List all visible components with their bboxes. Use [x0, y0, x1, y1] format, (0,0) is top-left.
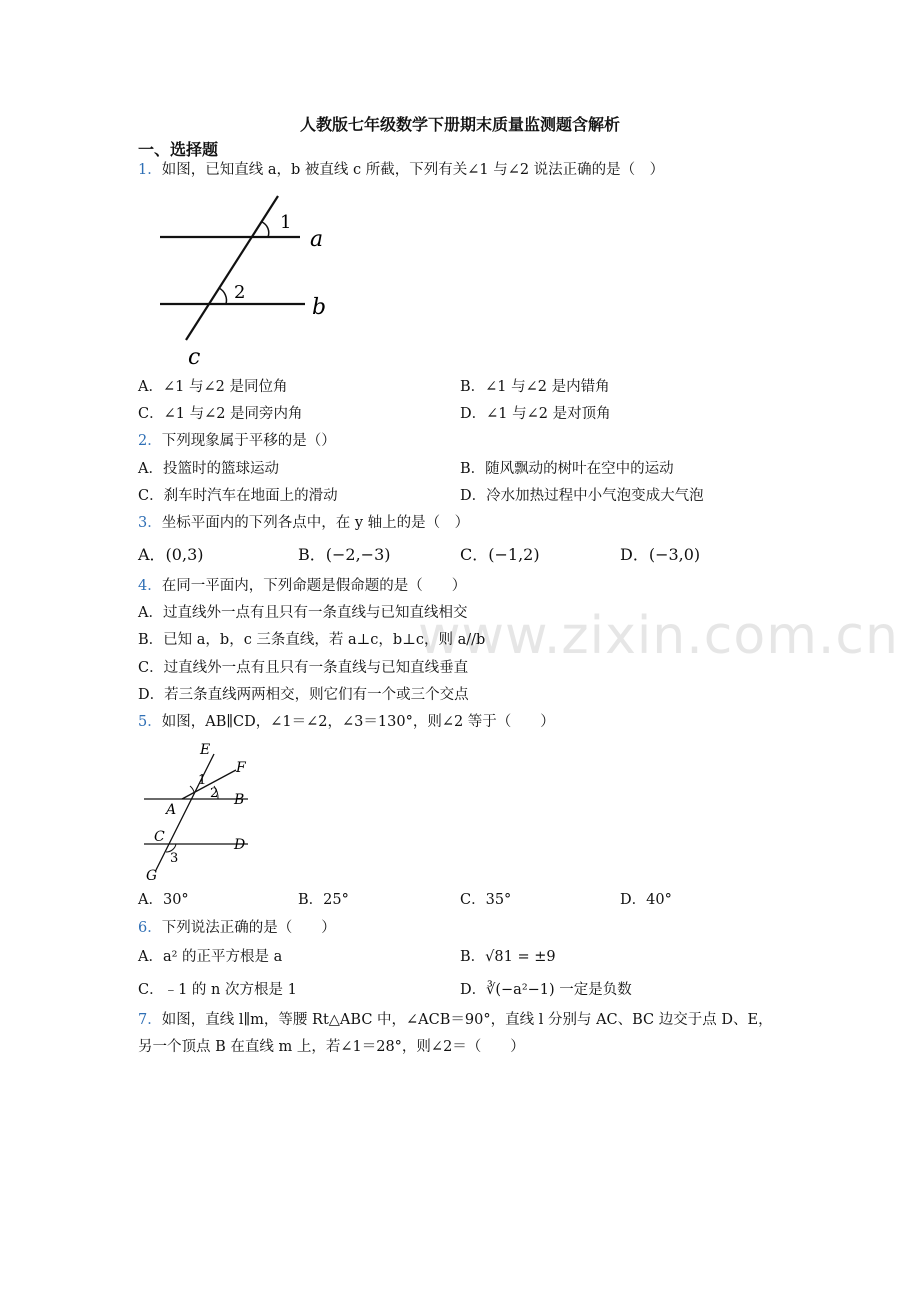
option-1d: D．∠1 与∠2 是对顶角: [460, 406, 611, 422]
option-5b: B．25°: [298, 892, 349, 908]
question-text: 在同一平面内，下列命题是假命题的是（ ）: [161, 578, 467, 594]
question-number: 6．: [138, 920, 162, 936]
question-text: 下列说法正确的是（ ）: [161, 920, 336, 936]
question-4: [138, 576, 466, 596]
option-1c: C．∠1 与∠2 是同旁内角: [138, 406, 303, 422]
option-1a: A．∠1 与∠2 是同位角: [138, 379, 288, 395]
section-heading: 一、选择题: [138, 140, 219, 159]
question-5: [138, 712, 555, 732]
question-number: 1．: [138, 162, 162, 178]
question-7: [138, 1010, 773, 1030]
label-1: 1: [280, 212, 292, 233]
option-2b: B．随风飘动的树叶在空中的运动: [460, 461, 674, 477]
option-6d: D．∛(−a²−1) 一定是负数: [460, 982, 632, 998]
question-text: 如图，已知直线 a，b 被直线 c 所截，下列有关∠1 与∠2 说法正确的是（ ）: [161, 162, 665, 178]
figure-q1: [150, 192, 340, 370]
question-number: 7．: [138, 1012, 162, 1028]
option-2a: A．投篮时的篮球运动: [138, 461, 279, 477]
watermark: www.zixin.com.cn: [418, 606, 899, 666]
question-text: 坐标平面内的下列各点中，在 y 轴上的是（ ）: [161, 515, 470, 531]
option-2c: C．刹车时汽车在地面上的滑动: [138, 488, 338, 504]
label-a: A: [166, 802, 177, 818]
document-title: 人教版七年级数学下册期末质量监测题含解析: [299, 115, 620, 134]
option-6b: B．√81 = ±9: [460, 949, 556, 965]
label-c: c: [188, 345, 201, 370]
option-3d: D．(−3,0): [620, 545, 701, 564]
angle-1-arc: [262, 222, 269, 237]
question-text: 如图，AB∥CD，∠1＝∠2，∠3＝130°，则∠2 等于（ ）: [161, 714, 555, 730]
option-2d: D．冷水加热过程中小气泡变成大气泡: [460, 488, 704, 504]
option-4a: A．过直线外一点有且只有一条直线与已知直线相交: [138, 605, 468, 621]
label-2: 2: [234, 282, 246, 303]
question-7-continued: 另一个顶点 B 在直线 m 上，若∠1＝28°，则∠2＝（ ）: [138, 1039, 525, 1055]
label-g: G: [146, 868, 158, 884]
option-4c: C．过直线外一点有且只有一条直线与已知直线垂直: [138, 660, 469, 676]
figure-q5: [136, 740, 266, 886]
option-6c: C．﹣1 的 n 次方根是 1: [138, 982, 297, 998]
option-5d: D．40°: [620, 892, 672, 908]
option-4d: D．若三条直线两两相交，则它们有一个或三个交点: [138, 687, 469, 703]
option-3b: B．(−2,−3): [298, 545, 391, 564]
option-6a: A．a² 的正平方根是 a: [138, 949, 283, 965]
label-2: 2: [210, 786, 219, 801]
label-e: E: [200, 742, 211, 758]
label-b: B: [234, 792, 245, 808]
label-c: C: [154, 829, 165, 845]
question-number: 4．: [138, 578, 162, 594]
option-5c: C．35°: [460, 892, 512, 908]
question-number: 3．: [138, 515, 162, 531]
question-1: [138, 160, 664, 180]
angle-2-arc: [219, 288, 226, 304]
question-number: 2．: [138, 433, 162, 449]
label-b: b: [312, 295, 327, 320]
question-3: [138, 513, 469, 533]
label-3: 3: [170, 851, 179, 866]
label-1: 1: [198, 773, 207, 788]
line-eg: [156, 754, 214, 870]
option-4b: B．已知 a，b，c 三条直线，若 a⊥c，b⊥c，则 a//b: [138, 632, 486, 648]
option-3c: C．(−1,2): [460, 545, 540, 564]
option-3a: A．(0,3): [138, 545, 204, 564]
line-af: [182, 770, 236, 799]
question-text: 下列现象属于平移的是（）: [161, 433, 336, 449]
option-1b: B．∠1 与∠2 是内错角: [460, 379, 610, 395]
label-a: a: [310, 227, 324, 252]
option-5a: A．30°: [138, 892, 189, 908]
angle-1-arc: [190, 786, 194, 792]
question-6: [138, 918, 336, 938]
question-2: [138, 431, 336, 451]
question-number: 5．: [138, 714, 162, 730]
line-c: [186, 196, 278, 340]
label-d: D: [234, 837, 246, 853]
label-f: F: [236, 760, 246, 776]
question-text: 如图，直线 l∥m，等腰 Rt△ABC 中，∠ACB＝90°，直线 l 分别与 AC、BC 边交于点 D、E，: [161, 1012, 773, 1028]
